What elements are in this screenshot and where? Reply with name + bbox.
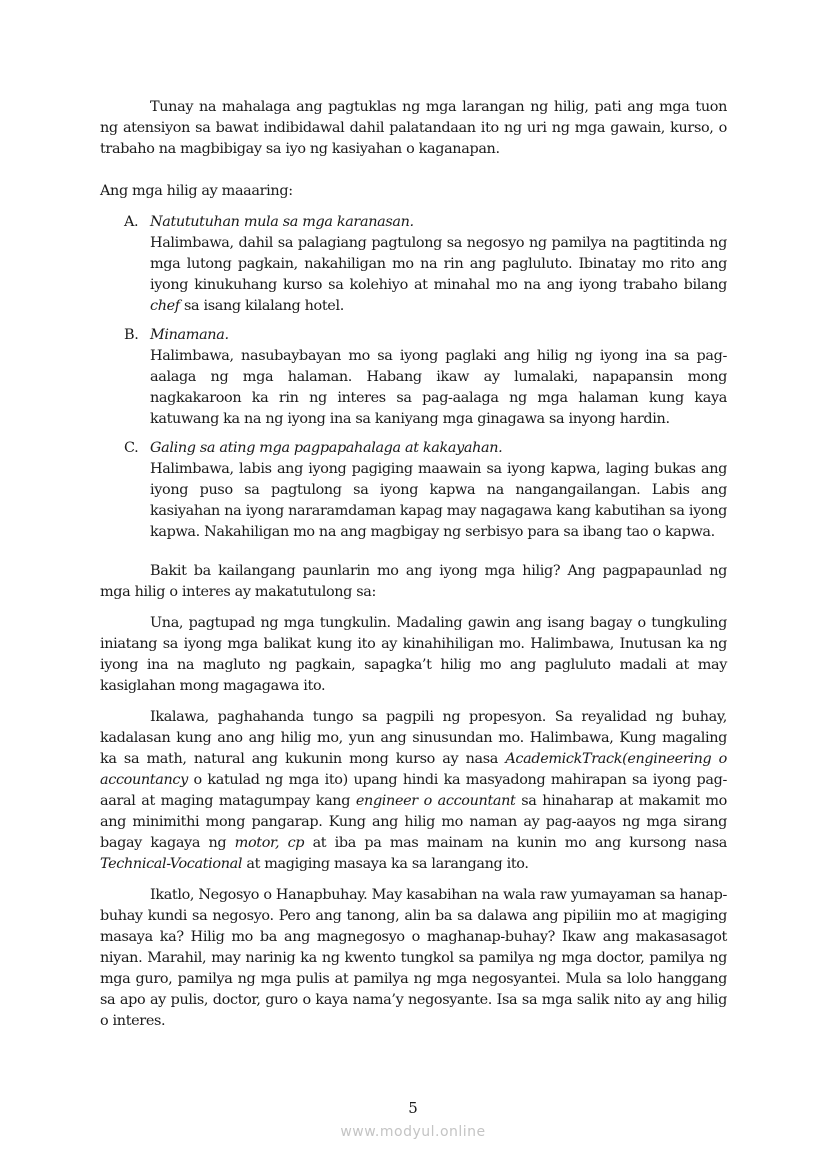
body-text: sa isang kilalang hotel. xyxy=(179,298,344,314)
list-item-body: Halimbawa, labis ang iyong pagiging maawain sa iyong kapwa, laging bukas ang iyong puso sa pagtulong sa iyong kapwa na nangangailangan. Labis ang kasiyahan na iyong nararamdaman kapag may nagagawa kang kabutihan sa iyong kapwa. Nakahiligan mo na ang magbigay ng serbisyo para sa ibang tao o kapwa. xyxy=(150,461,727,540)
why-paragraph: Bakit ba kailangang paunlarin mo ang iyong mga hilig? Ang pagpapaunlad ng mga hilig o interes ay makatutulong sa: xyxy=(100,563,727,600)
watermark: www.modyul.online xyxy=(340,1124,486,1140)
list-item xyxy=(100,212,727,317)
body-text: at magiging masaya ka sa larangang ito. xyxy=(242,856,529,872)
list-marker: C. xyxy=(124,440,139,456)
body-text: Halimbawa, dahil sa palagiang pagtulong sa negosyo ng pamilya na pagtitinda ng mga lutong pagkain, nakahiligan mo na rin ang pagluluto. Ibinatay mo rito ang iyong kinukuhang kurso sa kolehiyo at minahal mo na ang iyong trabaho bilang xyxy=(150,235,727,293)
list-item xyxy=(100,438,727,543)
list-item-heading: Minamana. xyxy=(150,327,229,343)
body-emphasis: AcademickTrack(engineering o accountancy xyxy=(100,751,727,788)
ikatlo-paragraph: Ikatlo, Negosyo o Hanapbuhay. May kasabihan na wala raw yumayaman sa hanap-buhay kundi sa negosyo. Pero ang tanong, alin ba sa dalawa ang pipiliin mo at magiging masaya ka? Hilig mo ba ang magnegosyo o maghanap-buhay? Ikaw ang makasasagot niyan. Marahil, may narinig ka ng kwento tungkol sa pamilya ng mga doctor, pamilya ng mga guro, pamilya ng mga pulis at pamilya ng mga negosyantei. Mula sa lolo hanggang sa apo ay pulis, doctor, guro o kaya nama’y negosyante. Isa sa mga salik nito ay ang hilig o interes. xyxy=(100,887,727,1029)
body-emphasis: chef xyxy=(150,298,180,314)
body-emphasis: engineer o accountant xyxy=(355,793,516,809)
list-item-body xyxy=(150,233,727,317)
body-text: sa hinaharap at makamit mo ang minimithi mong pangarap. Kung ang hilig mo naman ay pag-aayos ng mga sirang bagay kagaya ng xyxy=(100,793,727,851)
list-item-heading: Galing sa ating mga pagpapahalaga at kakayahan. xyxy=(150,440,503,456)
list-item-body: Halimbawa, nasubaybayan mo sa iyong paglaki ang hilig ng iyong ina sa pag-aalaga ng mga halaman. Habang ikaw ay lumalaki, napapansin mong nagkakaroon ka rin ng interes sa pag-aalaga ng mga halaman kung kaya katuwang ka na ng iyong ina sa kaniyang mga ginagawa sa inyong hardin. xyxy=(150,348,727,427)
list-intro: Ang mga hilig ay maaaring: xyxy=(100,183,293,199)
body-text: at iba pa mas mainam na kunin mo ang kursong nasa xyxy=(304,835,727,851)
intro-paragraph: Tunay na mahalaga ang pagtuklas ng mga larangan ng hilig, pati ang mga tuon ng atensiyon sa bawat indibidawal dahil palatandaan ito ng uri ng mga gawain, kurso, o trabaho na magbibigay sa iyo ng kasiyahan o kaganapan. xyxy=(100,99,727,157)
list-marker: B. xyxy=(124,327,139,343)
list-item-heading: Natututuhan mula sa mga karanasan. xyxy=(150,214,414,230)
page-number: 5 xyxy=(408,1099,418,1117)
body-text: Ikalawa, paghahanda tungo sa pagpili ng propesyon. Sa reyalidad ng buhay, kadalasan kung ano ang hilig mo, yun ang sinusundan mo. Halimbawa, Kung magaling ka sa math, natural ang kukunin mong kurso ay nasa xyxy=(100,709,727,767)
list-item xyxy=(100,325,727,430)
body-text: o katulad ng mga ito) upang hindi ka masyadong mahirapan sa iyong pag-aaral at maging matagumpay kang xyxy=(100,772,727,809)
body-emphasis: motor, cp xyxy=(234,835,305,851)
document-page xyxy=(100,97,727,1032)
list-marker: A. xyxy=(124,214,139,230)
ikalawa-paragraph xyxy=(100,707,727,875)
body-emphasis: Technical-Vocational xyxy=(100,856,243,872)
una-paragraph: Una, pagtupad ng mga tungkulin. Madaling gawin ang isang bagay o tungkuling iniatang sa iyong mga balikat kung ito ay kinahihiligan mo. Halimbawa, Inutusan ka ng iyong ina na magluto ng pagkain, sapagka’t hilig mo ang pagluluto madali at may kasiglahan mong magagawa ito. xyxy=(100,615,727,694)
interest-sources-list xyxy=(100,212,727,543)
